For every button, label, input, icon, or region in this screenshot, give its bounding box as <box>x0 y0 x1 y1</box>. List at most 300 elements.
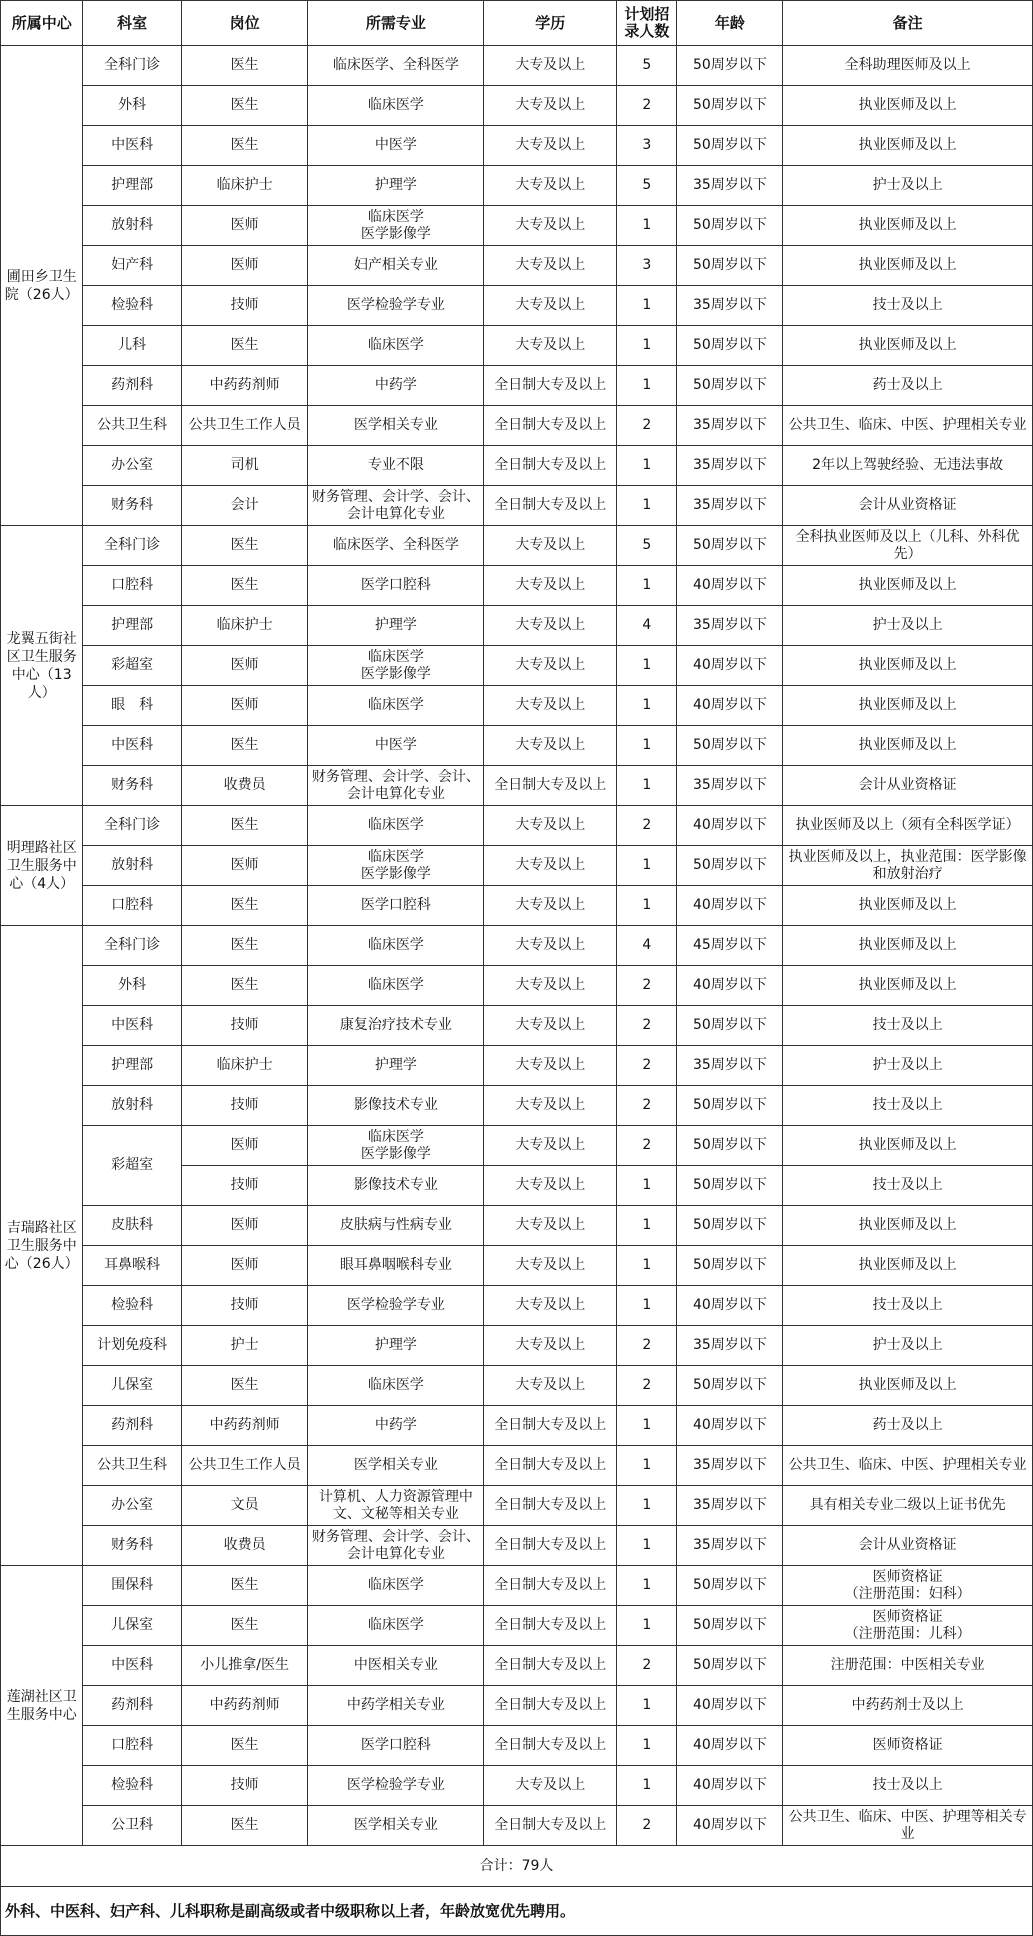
cell-position: 公共卫生工作人员 <box>181 406 308 446</box>
cell-age: 50周岁以下 <box>677 246 783 286</box>
cell-age: 35周岁以下 <box>677 606 783 646</box>
cell-department: 公共卫生科 <box>83 406 181 446</box>
cell-remarks: 执业医师及以上 <box>783 326 1033 366</box>
cell-position: 护士 <box>181 1326 308 1366</box>
cell-remarks: 执业医师及以上 <box>783 726 1033 766</box>
center-cell: 吉瑞路社区卫生服务中心（26人） <box>1 926 83 1566</box>
cell-remarks: 执业医师及以上 <box>783 206 1033 246</box>
table-row <box>1 1446 1033 1486</box>
table-row <box>1 446 1033 486</box>
cell-position: 医生 <box>181 726 308 766</box>
cell-major: 临床医学 <box>308 966 484 1006</box>
cell-department: 外科 <box>83 86 181 126</box>
cell-remarks: 执业医师及以上 <box>783 966 1033 1006</box>
cell-department: 口腔科 <box>83 886 181 926</box>
cell-education: 大专及以上 <box>484 46 617 86</box>
table-row <box>1 1486 1033 1526</box>
cell-major: 临床医学、全科医学 <box>308 526 484 566</box>
cell-education: 大专及以上 <box>484 1366 617 1406</box>
cell-position: 公共卫生工作人员 <box>181 1446 308 1486</box>
cell-education: 大专及以上 <box>484 1326 617 1366</box>
cell-department: 全科门诊 <box>83 526 181 566</box>
cell-age: 50周岁以下 <box>677 1646 783 1686</box>
cell-education: 大专及以上 <box>484 926 617 966</box>
cell-department: 财务科 <box>83 486 181 526</box>
cell-position: 技师 <box>181 1766 308 1806</box>
cell-education: 全日制大专及以上 <box>484 1486 617 1526</box>
table-row <box>1 1326 1033 1366</box>
cell-planned-count: 4 <box>617 606 677 646</box>
cell-department: 药剂科 <box>83 1406 181 1446</box>
cell-remarks: 执业医师及以上（须有全科医学证） <box>783 806 1033 846</box>
cell-position: 医师 <box>181 1126 308 1166</box>
center-cell: 明理路社区卫生服务中心（4人） <box>1 806 83 926</box>
table-row <box>1 846 1033 886</box>
cell-education: 大专及以上 <box>484 1766 617 1806</box>
cell-planned-count: 1 <box>617 1726 677 1766</box>
cell-age: 50周岁以下 <box>677 126 783 166</box>
cell-major: 眼耳鼻咽喉科专业 <box>308 1246 484 1286</box>
cell-age: 35周岁以下 <box>677 766 783 806</box>
cell-department: 护理部 <box>83 606 181 646</box>
cell-education: 大专及以上 <box>484 566 617 606</box>
cell-age: 50周岁以下 <box>677 206 783 246</box>
cell-remarks: 医师资格证 <box>783 1726 1033 1766</box>
table-row <box>1 1726 1033 1766</box>
cell-remarks: 执业医师及以上 <box>783 886 1033 926</box>
cell-remarks: 执业医师及以上 <box>783 1246 1033 1286</box>
cell-remarks: 会计从业资格证 <box>783 766 1033 806</box>
cell-age: 40周岁以下 <box>677 886 783 926</box>
table-row <box>1 1406 1033 1446</box>
cell-planned-count: 2 <box>617 1806 677 1846</box>
cell-remarks: 护士及以上 <box>783 166 1033 206</box>
cell-department: 公共卫生科 <box>83 1446 181 1486</box>
table-row <box>1 1686 1033 1726</box>
cell-position: 技师 <box>181 1006 308 1046</box>
cell-major: 护理学 <box>308 166 484 206</box>
cell-remarks: 全科执业医师及以上（儿科、外科优先） <box>783 526 1033 566</box>
cell-position: 文员 <box>181 1486 308 1526</box>
table-row <box>1 966 1033 1006</box>
cell-department: 放射科 <box>83 1086 181 1126</box>
cell-planned-count: 1 <box>617 366 677 406</box>
table-row <box>1 646 1033 686</box>
center-cell: 莲湖社区卫生服务中心 <box>1 1566 83 1846</box>
table-row <box>1 1646 1033 1686</box>
cell-remarks: 技士及以上 <box>783 1086 1033 1126</box>
cell-major: 临床医学、全科医学 <box>308 46 484 86</box>
cell-major: 临床医学 <box>308 86 484 126</box>
cell-education: 大专及以上 <box>484 126 617 166</box>
cell-education: 全日制大专及以上 <box>484 1686 617 1726</box>
cell-age: 35周岁以下 <box>677 1446 783 1486</box>
cell-planned-count: 1 <box>617 1526 677 1566</box>
cell-education: 大专及以上 <box>484 1246 617 1286</box>
cell-remarks: 执业医师及以上 <box>783 566 1033 606</box>
cell-remarks: 执业医师及以上 <box>783 1366 1033 1406</box>
cell-planned-count: 5 <box>617 166 677 206</box>
cell-department: 儿科 <box>83 326 181 366</box>
cell-major: 医学口腔科 <box>308 566 484 606</box>
table-row <box>1 1566 1033 1606</box>
cell-education: 全日制大专及以上 <box>484 1806 617 1846</box>
table-row <box>1 366 1033 406</box>
center-cell: 圃田乡卫生院（26人） <box>1 46 83 526</box>
cell-position: 医师 <box>181 646 308 686</box>
table-row <box>1 526 1033 566</box>
total-text: 合计：79人 <box>1 1846 1033 1887</box>
cell-department: 围保科 <box>83 1566 181 1606</box>
cell-education: 大专及以上 <box>484 1086 617 1126</box>
cell-position: 医生 <box>181 526 308 566</box>
total-row <box>1 1846 1033 1887</box>
cell-planned-count: 1 <box>617 446 677 486</box>
cell-planned-count: 1 <box>617 1166 677 1206</box>
cell-position: 临床护士 <box>181 606 308 646</box>
cell-education: 大专及以上 <box>484 1166 617 1206</box>
cell-department: 药剂科 <box>83 366 181 406</box>
cell-education: 大专及以上 <box>484 966 617 1006</box>
cell-planned-count: 1 <box>617 846 677 886</box>
cell-planned-count: 5 <box>617 46 677 86</box>
cell-position: 医生 <box>181 806 308 846</box>
cell-education: 大专及以上 <box>484 1046 617 1086</box>
cell-remarks: 技士及以上 <box>783 1006 1033 1046</box>
cell-age: 40周岁以下 <box>677 646 783 686</box>
cell-age: 50周岁以下 <box>677 526 783 566</box>
cell-education: 全日制大专及以上 <box>484 1646 617 1686</box>
cell-remarks: 执业医师及以上 <box>783 646 1033 686</box>
cell-major: 财务管理、会计学、会计、会计电算化专业 <box>308 1526 484 1566</box>
cell-department: 耳鼻喉科 <box>83 1246 181 1286</box>
cell-department: 口腔科 <box>83 566 181 606</box>
cell-planned-count: 1 <box>617 1446 677 1486</box>
cell-education: 大专及以上 <box>484 646 617 686</box>
footnote-row <box>1 1887 1033 1936</box>
cell-position: 技师 <box>181 1086 308 1126</box>
cell-age: 50周岁以下 <box>677 726 783 766</box>
cell-education: 大专及以上 <box>484 1286 617 1326</box>
cell-department: 检验科 <box>83 286 181 326</box>
table-row <box>1 1126 1033 1166</box>
cell-age: 50周岁以下 <box>677 1166 783 1206</box>
cell-major: 临床医学 <box>308 806 484 846</box>
cell-planned-count: 3 <box>617 246 677 286</box>
cell-remarks: 执业医师及以上 <box>783 246 1033 286</box>
cell-education: 大专及以上 <box>484 246 617 286</box>
cell-position: 中药药剂师 <box>181 366 308 406</box>
cell-education: 全日制大专及以上 <box>484 1446 617 1486</box>
cell-position: 医师 <box>181 1246 308 1286</box>
cell-department: 妇产科 <box>83 246 181 286</box>
cell-age: 45周岁以下 <box>677 926 783 966</box>
cell-planned-count: 2 <box>617 1046 677 1086</box>
cell-planned-count: 2 <box>617 406 677 446</box>
cell-department: 放射科 <box>83 206 181 246</box>
cell-major: 医学检验学专业 <box>308 1766 484 1806</box>
cell-education: 全日制大专及以上 <box>484 486 617 526</box>
cell-position: 临床护士 <box>181 1046 308 1086</box>
cell-position: 医生 <box>181 1366 308 1406</box>
cell-position: 医生 <box>181 566 308 606</box>
cell-major: 临床医学 <box>308 1566 484 1606</box>
cell-remarks: 技士及以上 <box>783 1166 1033 1206</box>
cell-planned-count: 2 <box>617 1006 677 1046</box>
cell-age: 40周岁以下 <box>677 1726 783 1766</box>
table-row <box>1 886 1033 926</box>
cell-major: 临床医学 医学影像学 <box>308 646 484 686</box>
cell-major: 临床医学 医学影像学 <box>308 206 484 246</box>
cell-major: 妇产相关专业 <box>308 246 484 286</box>
cell-major: 皮肤病与性病专业 <box>308 1206 484 1246</box>
cell-age: 40周岁以下 <box>677 566 783 606</box>
cell-education: 大专及以上 <box>484 166 617 206</box>
cell-department: 护理部 <box>83 1046 181 1086</box>
table-row <box>1 1806 1033 1846</box>
header-cell-position: 岗位 <box>181 1 308 46</box>
table-body <box>1 46 1033 1936</box>
cell-education: 全日制大专及以上 <box>484 446 617 486</box>
cell-major: 护理学 <box>308 606 484 646</box>
table-row <box>1 1046 1033 1086</box>
cell-major: 医学检验学专业 <box>308 286 484 326</box>
cell-planned-count: 1 <box>617 486 677 526</box>
cell-department: 儿保室 <box>83 1366 181 1406</box>
cell-planned-count: 1 <box>617 1766 677 1806</box>
cell-department: 中医科 <box>83 126 181 166</box>
cell-remarks: 护士及以上 <box>783 1046 1033 1086</box>
cell-education: 大专及以上 <box>484 846 617 886</box>
cell-position: 医生 <box>181 126 308 166</box>
cell-remarks: 执业医师及以上 <box>783 126 1033 166</box>
cell-age: 40周岁以下 <box>677 1406 783 1446</box>
cell-major: 计算机、人力资源管理中文、文秘等相关专业 <box>308 1486 484 1526</box>
cell-department: 中医科 <box>83 1006 181 1046</box>
cell-age: 40周岁以下 <box>677 1806 783 1846</box>
cell-age: 35周岁以下 <box>677 1046 783 1086</box>
cell-department: 计划免疫科 <box>83 1326 181 1366</box>
table-row <box>1 406 1033 446</box>
cell-planned-count: 2 <box>617 1366 677 1406</box>
cell-planned-count: 3 <box>617 126 677 166</box>
cell-department: 办公室 <box>83 1486 181 1526</box>
cell-position: 医师 <box>181 206 308 246</box>
table-row <box>1 606 1033 646</box>
cell-major: 临床医学 <box>308 1606 484 1646</box>
table-row <box>1 1366 1033 1406</box>
cell-age: 50周岁以下 <box>677 326 783 366</box>
table-row <box>1 86 1033 126</box>
cell-department: 中医科 <box>83 1646 181 1686</box>
cell-remarks: 会计从业资格证 <box>783 486 1033 526</box>
cell-planned-count: 1 <box>617 766 677 806</box>
cell-age: 40周岁以下 <box>677 966 783 1006</box>
cell-position: 技师 <box>181 1166 308 1206</box>
cell-education: 大专及以上 <box>484 726 617 766</box>
cell-remarks: 公共卫生、临床、中医、护理相关专业 <box>783 406 1033 446</box>
cell-position: 医生 <box>181 1806 308 1846</box>
table-row <box>1 486 1033 526</box>
cell-education: 大专及以上 <box>484 206 617 246</box>
cell-major: 专业不限 <box>308 446 484 486</box>
table-row <box>1 286 1033 326</box>
cell-remarks: 2年以上驾驶经验、无违法事故 <box>783 446 1033 486</box>
cell-planned-count: 2 <box>617 86 677 126</box>
cell-planned-count: 1 <box>617 1686 677 1726</box>
cell-major: 医学检验学专业 <box>308 1286 484 1326</box>
cell-position: 医生 <box>181 886 308 926</box>
cell-major: 影像技术专业 <box>308 1086 484 1126</box>
cell-major: 护理学 <box>308 1046 484 1086</box>
cell-remarks: 护士及以上 <box>783 606 1033 646</box>
cell-age: 50周岁以下 <box>677 1246 783 1286</box>
cell-age: 35周岁以下 <box>677 166 783 206</box>
cell-planned-count: 1 <box>617 686 677 726</box>
table-row <box>1 1006 1033 1046</box>
cell-position: 医生 <box>181 46 308 86</box>
cell-position: 医师 <box>181 846 308 886</box>
cell-department: 护理部 <box>83 166 181 206</box>
cell-age: 50周岁以下 <box>677 86 783 126</box>
cell-department: 全科门诊 <box>83 46 181 86</box>
cell-remarks: 执业医师及以上，执业范围：医学影像和放射治疗 <box>783 846 1033 886</box>
cell-planned-count: 2 <box>617 806 677 846</box>
cell-position: 医生 <box>181 966 308 1006</box>
cell-age: 50周岁以下 <box>677 46 783 86</box>
cell-age: 35周岁以下 <box>677 486 783 526</box>
cell-education: 大专及以上 <box>484 806 617 846</box>
table-row <box>1 926 1033 966</box>
cell-position: 会计 <box>181 486 308 526</box>
cell-age: 40周岁以下 <box>677 1286 783 1326</box>
cell-department: 全科门诊 <box>83 806 181 846</box>
cell-remarks: 药士及以上 <box>783 366 1033 406</box>
cell-department: 全科门诊 <box>83 926 181 966</box>
cell-planned-count: 2 <box>617 966 677 1006</box>
cell-education: 全日制大专及以上 <box>484 406 617 446</box>
cell-major: 财务管理、会计学、会计、会计电算化专业 <box>308 766 484 806</box>
cell-position: 医师 <box>181 246 308 286</box>
cell-age: 50周岁以下 <box>677 1086 783 1126</box>
cell-major: 中药学相关专业 <box>308 1686 484 1726</box>
cell-age: 40周岁以下 <box>677 806 783 846</box>
cell-planned-count: 1 <box>617 1606 677 1646</box>
cell-education: 大专及以上 <box>484 686 617 726</box>
cell-remarks: 全科助理医师及以上 <box>783 46 1033 86</box>
cell-planned-count: 1 <box>617 1486 677 1526</box>
cell-age: 50周岁以下 <box>677 846 783 886</box>
cell-department: 眼 科 <box>83 686 181 726</box>
cell-major: 临床医学 医学影像学 <box>308 1126 484 1166</box>
cell-education: 大专及以上 <box>484 326 617 366</box>
cell-major: 临床医学 <box>308 1366 484 1406</box>
cell-remarks: 公共卫生、临床、中医、护理等相关专业 <box>783 1806 1033 1846</box>
cell-department: 中医科 <box>83 726 181 766</box>
header-cell-education: 学历 <box>484 1 617 46</box>
cell-department: 彩超室 <box>83 1126 181 1206</box>
cell-department: 检验科 <box>83 1286 181 1326</box>
cell-major: 财务管理、会计学、会计、会计电算化专业 <box>308 486 484 526</box>
cell-major: 影像技术专业 <box>308 1166 484 1206</box>
cell-major: 临床医学 <box>308 326 484 366</box>
cell-department: 放射科 <box>83 846 181 886</box>
cell-major: 中医学 <box>308 126 484 166</box>
table-row <box>1 1206 1033 1246</box>
cell-age: 50周岁以下 <box>677 1206 783 1246</box>
cell-position: 司机 <box>181 446 308 486</box>
cell-age: 50周岁以下 <box>677 1566 783 1606</box>
cell-remarks: 执业医师及以上 <box>783 926 1033 966</box>
cell-planned-count: 4 <box>617 926 677 966</box>
cell-remarks: 执业医师及以上 <box>783 1126 1033 1166</box>
cell-education: 全日制大专及以上 <box>484 1726 617 1766</box>
cell-department: 药剂科 <box>83 1686 181 1726</box>
cell-planned-count: 5 <box>617 526 677 566</box>
table-row <box>1 1766 1033 1806</box>
cell-major: 临床医学 <box>308 926 484 966</box>
table-row <box>1 206 1033 246</box>
cell-position: 医生 <box>181 1726 308 1766</box>
cell-major: 康复治疗技术专业 <box>308 1006 484 1046</box>
header-cell-center: 所属中心 <box>1 1 83 46</box>
cell-position: 医生 <box>181 1566 308 1606</box>
cell-planned-count: 2 <box>617 1086 677 1126</box>
cell-department: 儿保室 <box>83 1606 181 1646</box>
cell-planned-count: 1 <box>617 566 677 606</box>
table-row <box>1 806 1033 846</box>
cell-remarks: 执业医师及以上 <box>783 86 1033 126</box>
cell-education: 大专及以上 <box>484 886 617 926</box>
cell-age: 50周岁以下 <box>677 1606 783 1646</box>
table-row <box>1 326 1033 366</box>
cell-remarks: 技士及以上 <box>783 1766 1033 1806</box>
cell-remarks: 技士及以上 <box>783 286 1033 326</box>
table-row <box>1 686 1033 726</box>
cell-department: 皮肤科 <box>83 1206 181 1246</box>
cell-planned-count: 1 <box>617 286 677 326</box>
cell-major: 护理学 <box>308 1326 484 1366</box>
cell-position: 小儿推拿/医生 <box>181 1646 308 1686</box>
cell-department: 财务科 <box>83 1526 181 1566</box>
table-row <box>1 126 1033 166</box>
cell-remarks: 医师资格证 （注册范围：妇科） <box>783 1566 1033 1606</box>
cell-position: 医生 <box>181 326 308 366</box>
table-row <box>1 1246 1033 1286</box>
cell-remarks: 执业医师及以上 <box>783 1206 1033 1246</box>
table-row <box>1 246 1033 286</box>
cell-education: 全日制大专及以上 <box>484 1406 617 1446</box>
header-cell-department: 科室 <box>83 1 181 46</box>
table-row <box>1 1526 1033 1566</box>
cell-education: 大专及以上 <box>484 1206 617 1246</box>
cell-department: 办公室 <box>83 446 181 486</box>
cell-planned-count: 1 <box>617 1246 677 1286</box>
cell-remarks: 药士及以上 <box>783 1406 1033 1446</box>
cell-age: 50周岁以下 <box>677 366 783 406</box>
cell-remarks: 具有相关专业二级以上证书优先 <box>783 1486 1033 1526</box>
table-row <box>1 166 1033 206</box>
header-cell-remarks: 备注 <box>783 1 1033 46</box>
cell-age: 50周岁以下 <box>677 1126 783 1166</box>
table-row <box>1 46 1033 86</box>
cell-department: 财务科 <box>83 766 181 806</box>
cell-major: 中药学 <box>308 1406 484 1446</box>
cell-planned-count: 1 <box>617 326 677 366</box>
cell-planned-count: 1 <box>617 1286 677 1326</box>
cell-remarks: 公共卫生、临床、中医、护理相关专业 <box>783 1446 1033 1486</box>
cell-planned-count: 1 <box>617 726 677 766</box>
